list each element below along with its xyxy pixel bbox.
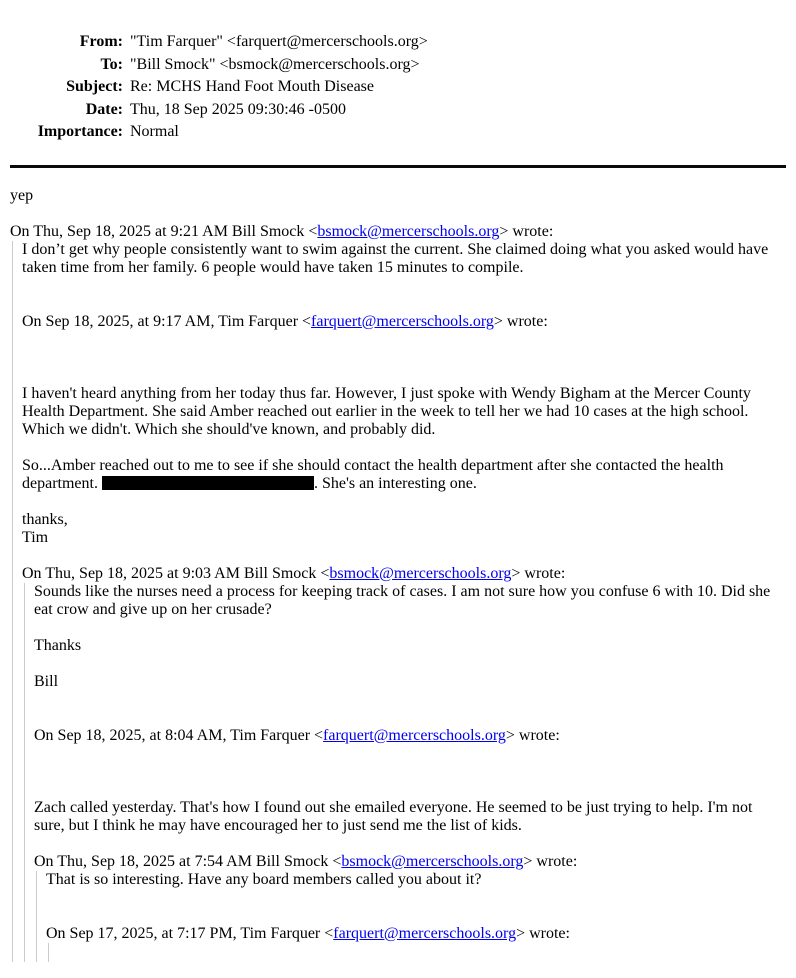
- attribution-text-prefix: On Thu, Sep 18, 2025 at 9:03 AM Bill Smock <: [22, 564, 330, 582]
- email-paragraph: Sounds like the nurses need a process for keeping track of cases. I am not sure how you confuse 6 with 10. Did she eat crow and give up on her crusade?: [34, 582, 771, 618]
- header-value: Thu, 18 Sep 2025 09:30:46 -0500: [130, 100, 346, 118]
- header-label: Date:: [85, 100, 123, 118]
- quoted-message-block: [48, 943, 786, 962]
- attribution-text-prefix: On Sep 18, 2025, at 8:04 AM, Tim Farquer <: [34, 726, 324, 744]
- email-address-link[interactable]: farquert@mercerschools.org: [311, 312, 494, 330]
- email-paragraph: I haven't heard anything from her today thus far. However, I just spoke with Wendy Bigham at the Mercer County Health Department. She said Amber reached out earlier in the week to tell her we had 10 cases at the high school. Which we didn't. Which she should've known, and probably did.: [22, 384, 751, 438]
- email-address-link[interactable]: bsmock@mercerschools.org: [341, 852, 524, 870]
- attribution-text-suffix: > wrote:: [505, 726, 560, 744]
- blank-line-gap: [22, 493, 23, 511]
- email-headers: [10, 0, 786, 144]
- email-body: [10, 187, 786, 962]
- quoted-message-block: [12, 241, 786, 962]
- blank-line-gap: [34, 691, 35, 727]
- blank-line-gap: [34, 619, 35, 637]
- blank-line-gap: [34, 655, 35, 673]
- attribution-text-suffix: > wrote:: [499, 222, 554, 240]
- header-value: "Bill Smock" <bsmock@mercerschools.org>: [130, 55, 420, 73]
- quote-attribution-line: [46, 925, 786, 943]
- header-label: Subject:: [66, 78, 123, 95]
- blank-line-gap: [22, 277, 23, 313]
- blank-line-gap: [22, 547, 23, 565]
- quote-attribution-line: [34, 727, 786, 745]
- blank-line-gap: [22, 331, 23, 385]
- header-label: From:: [79, 33, 123, 50]
- blank-line-gap: [10, 205, 11, 223]
- email-paragraph-with-redaction: [22, 457, 786, 493]
- attribution-text-suffix: > wrote:: [516, 924, 570, 942]
- header-value: "Tim Farquer" <farquert@mercerschools.org>: [130, 33, 428, 50]
- email-address-link[interactable]: bsmock@mercerschools.org: [329, 564, 512, 582]
- header-label: To:: [100, 55, 123, 73]
- header-divider-rule: [10, 165, 786, 168]
- header-row: [10, 121, 786, 144]
- header-row: [10, 99, 786, 122]
- quoted-message-block: [36, 871, 786, 962]
- header-label: Importance:: [37, 123, 123, 140]
- redaction-box: [102, 476, 314, 490]
- blank-line-gap: [46, 889, 47, 925]
- quote-attribution-line: [22, 565, 786, 583]
- header-row: [10, 76, 786, 99]
- blank-line-gap: [34, 745, 35, 799]
- quote-attribution-line: [22, 313, 786, 331]
- attribution-text-suffix: > wrote:: [511, 564, 566, 582]
- email-paragraph: That is so interesting. Have any board members called you about it?: [46, 870, 482, 888]
- header-value: Re: MCHS Hand Foot Mouth Disease: [130, 78, 374, 95]
- email-address-link[interactable]: bsmock@mercerschools.org: [317, 222, 500, 240]
- header-row: [10, 31, 786, 54]
- quote-attribution-line: [10, 223, 786, 241]
- email-address-link[interactable]: farquert@mercerschools.org: [323, 726, 506, 744]
- paragraph-text: So...Amber reached out to me to see if she should contact the health department after she contacted the health department.: [22, 456, 724, 492]
- email-paragraph: yep: [10, 186, 34, 204]
- blank-line-gap: [34, 835, 35, 853]
- paragraph-text: . She's an interesting one.: [313, 474, 477, 492]
- attribution-text-suffix: > wrote:: [493, 312, 548, 330]
- email-paragraph: Tim: [22, 528, 49, 546]
- email-address-link[interactable]: farquert@mercerschools.org: [333, 924, 517, 942]
- email-paragraph: I don’t get why people consistently want to swim against the current. She claimed doing what you asked would have taken time from her family. 6 people would have taken 15 minutes to compile.: [22, 240, 769, 276]
- attribution-text-prefix: On Sep 17, 2025, at 7:17 PM, Tim Farquer <: [46, 924, 334, 942]
- email-paragraph: thanks,: [22, 510, 68, 528]
- email-paragraph: Bill: [34, 672, 59, 690]
- quoted-message-block: [24, 583, 786, 962]
- quote-attribution-line: [34, 853, 786, 871]
- attribution-text-prefix: On Thu, Sep 18, 2025 at 9:21 AM Bill Smock <: [10, 222, 318, 240]
- blank-line-gap: [58, 943, 59, 961]
- header-value: Normal: [130, 123, 179, 140]
- attribution-text-prefix: On Sep 18, 2025, at 9:17 AM, Tim Farquer <: [22, 312, 312, 330]
- email-paragraph: Thanks: [34, 636, 82, 654]
- attribution-text-prefix: On Thu, Sep 18, 2025 at 7:54 AM Bill Smock <: [34, 852, 342, 870]
- email-paragraph: Zach called yesterday. That's how I found out she emailed everyone. He seemed to be just trying to help. I'm not sure, but I think he may have encouraged her to just send me the list of kids.: [34, 798, 753, 834]
- header-row: [10, 54, 786, 77]
- attribution-text-suffix: > wrote:: [523, 852, 578, 870]
- blank-line-gap: [22, 439, 23, 457]
